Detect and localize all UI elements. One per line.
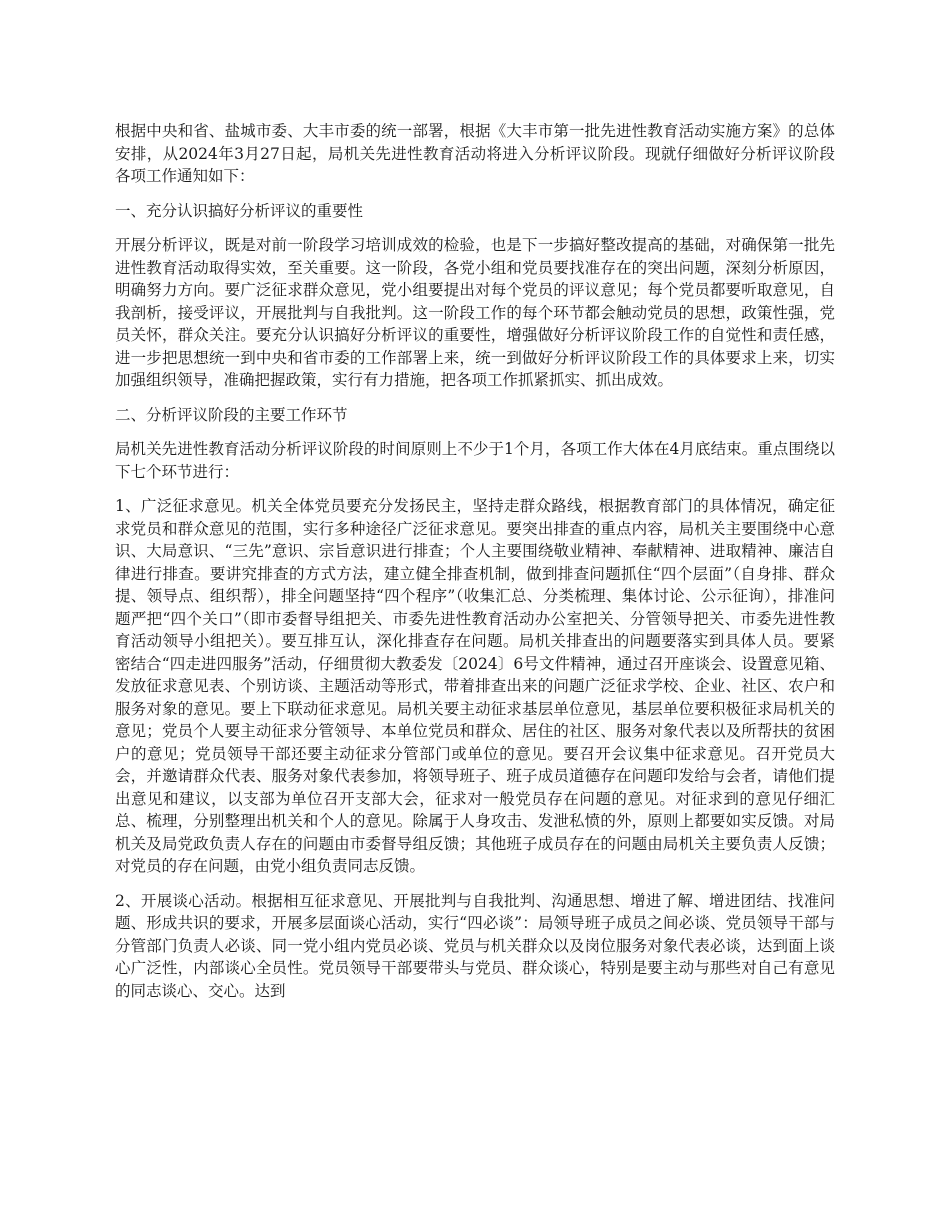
section-1-heading: 一、充分认识搞好分析评议的重要性: [115, 201, 364, 220]
document-body: [115, 120, 835, 1014]
item-2-paragraph: 2、开展谈心活动。根据相互征求意见、开展批判与自我批判、沟通思想、增进了解、增进团结、找准问题、形成共识的要求，开展多层面谈心活动，实行“四必谈”：局领导班子成员之间必谈、党员领导干部与分管部门负责人必谈、同一党小组内党员必谈、党员与机关群众以及岗位服务对象代表必谈，达到面上谈心广泛性，内部谈心全员性。党员领导干部要带头与党员、群众谈心，特别是要主动与那些对自己有意见的同志谈心、交心。达到: [115, 891, 835, 1000]
section-2-intro-paragraph: 局机关先进性教育活动分析评议阶段的时间原则上不少于1个月，各项工作大体在4月底结束。重点围绕以下七个环节进行：: [115, 440, 835, 481]
item-1-paragraph: 1、广泛征求意见。机关全体党员要充分发扬民主，坚持走群众路线，根据教育部门的具体情况，确定征求党员和群众意见的范围，实行多种途径广泛征求意见。要突出排查的重点内容，局机关主要围绕中心意识、大局意识、“三先”意识、宗旨意识进行排查；个人主要围绕敬业精神、奉献精神、进取精神、廉洁自律进行排查。要讲究排查的方式方法，建立健全排查机制，做到排查问题抓住“四个层面”（自身排、群众提、领导点、组织帮），排全问题坚持“四个程序”（收集汇总、分类梳理、集体讨论、公示征询），排准问题严把“四个关口”（即市委督导组把关、市委先进性教育活动办公室把关、分管领导把关、市委先进性教育活动领导小组把关）。要互排互认，深化排查存在问题。局机关排查出的问题要落实到具体人员。要紧密结合“四走进四服务”活动，仔细贯彻大教委发〔2024〕6号文件精神，通过召开座谈会、设置意见箱、发放征求意见表、个别访谈、主题活动等形式，带着排查出来的问题广泛征求学校、企业、社区、农户和服务对象的意见。要上下联动征求意见。局机关要主动征求基层单位意见，基层单位要积极征求局机关的意见；党员个人要主动征求分管领导、本单位党员和群众、居住的社区、服务对象代表以及所帮扶的贫困户的意见；党员领导干部还要主动征求分管部门或单位的意见。要召开会议集中征求意见。召开党员大会，并邀请群众代表、服务对象代表参加，将领导班子、班子成员道德存在问题印发给与会者，请他们提出意见和建议，以支部为单位召开支部大会，征求对一般党员存在问题的意见。对征求到的意见仔细汇总、梳理，分别整理出机关和个人的意见。除属于人身攻击、发泄私愤的外，原则上都要如实反馈。对局机关及局党政负责人存在的问题由市委督导组反馈；其他班子成员存在的问题由局机关主要负责人反馈；对党员的存在问题，由党小组负责同志反馈。: [115, 497, 835, 875]
section-1-paragraph: 开展分析评议，既是对前一阶段学习培训成效的检验，也是下一步搞好整改提高的基础，对确保第一批先进性教育活动取得实效，至关重要。这一阶段，各党小组和党员要找准存在的突出问题，深刻分析原因，明确努力方向。要广泛征求群众意见，党小组要提出对每个党员的评议意见；每个党员都要听取意见，自我剖析，接受评议，开展批判与自我批判。这一阶段工作的每个环节都会触动党员的思想，政策性强，党员关怀，群众关注。要充分认识搞好分析评议的重要性，增强做好分析评议阶段工作的自觉性和责任感，进一步把思想统一到中央和省市委的工作部署上来，统一到做好分析评议阶段工作的具体要求上来，切实加强组织领导，准确把握政策，实行有力措施，把各项工作抓紧抓实、抓出成效。: [115, 236, 835, 389]
section-2-heading: 二、分析评议阶段的主要工作环节: [115, 405, 348, 424]
intro-paragraph: 根据中央和省、盐城市委、大丰市委的统一部署，根据《大丰市第一批先进性教育活动实施方案》的总体安排，从2024年3月27日起，局机关先进性教育活动将进入分析评议阶段。现就仔细做好分析评议阶段各项工作通知如下：: [115, 122, 835, 185]
